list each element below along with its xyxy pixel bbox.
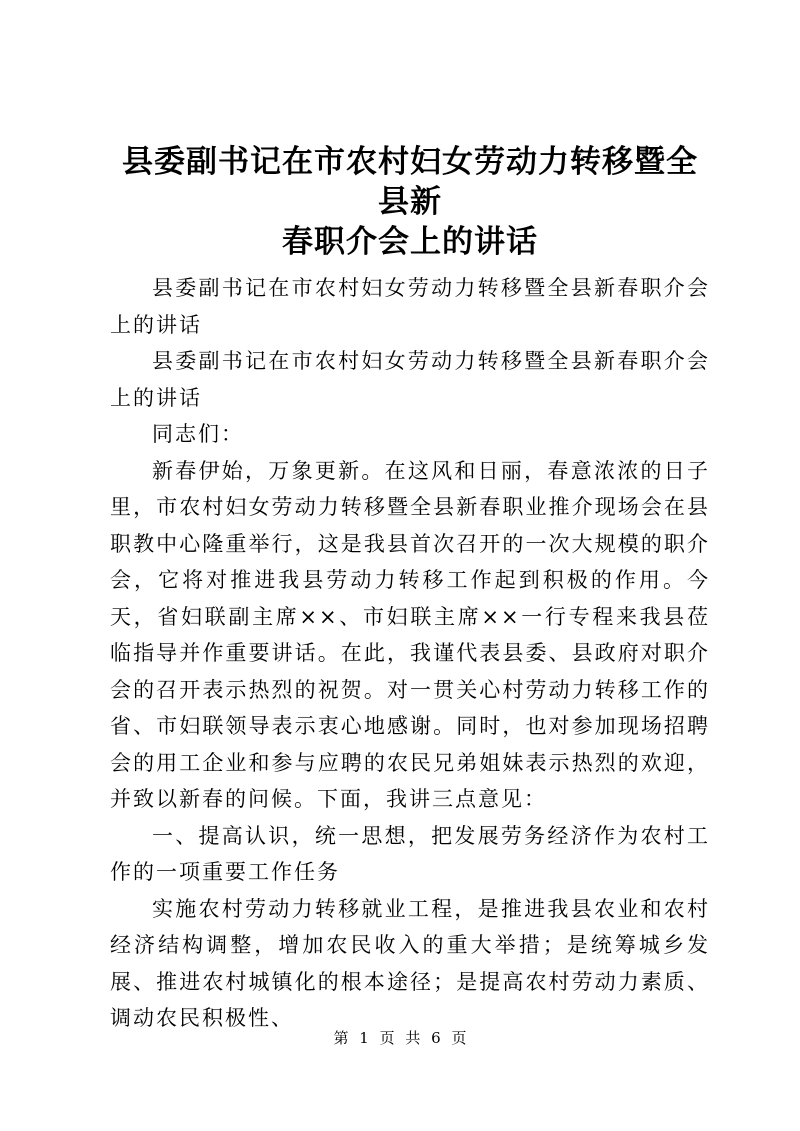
document-title	[110, 142, 710, 262]
page-footer: 第 1 页 共 6 页	[333, 1029, 467, 1047]
body-paragraph: 实施农村劳动力转移就业工程，是推进我县农业和农村经济结构调整，增加农民收入的重大举措；是统筹城乡发展、推进农村城镇化的根本途径；是提高农村劳动力素质、调动农民积极性、	[110, 896, 710, 1030]
body-paragraph: 县委副书记在市农村妇女劳动力转移暨全县新春职介会上的讲话	[110, 349, 710, 410]
body-paragraph: 县委副书记在市农村妇女劳动力转移暨全县新春职介会上的讲话	[110, 276, 710, 337]
section-heading: 一、提高认识，统一思想，把发展劳务经济作为农村工作的一项重要工作任务	[110, 823, 710, 884]
title-line-2: 春职介会上的讲话	[282, 224, 538, 260]
title-line-1: 县委副书记在市农村妇女劳动力转移暨全县新	[122, 144, 698, 220]
body-paragraph: 新春伊始，万象更新。在这风和日丽，春意浓浓的日子里，市农村妇女劳动力转移暨全县新春职业推介现场会在县职教中心隆重举行，这是我县首次召开的一次大规模的职介会，它将对推进我县劳动力转移工作起到积极的作用。今天，省妇联副主席××、市妇联主席××一行专程来我县莅临指导并作重要讲话。在此，我谨代表县委、县政府对职介会的召开表示热烈的祝贺。对一贯关心村劳动力转移工作的省、市妇联领导表示衷心地感谢。同时，也对参加现场招聘会的用工企业和参与应聘的农民兄弟姐妹表示热烈的欢迎，并致以新春的问候。下面，我讲三点意见：	[110, 458, 710, 811]
document-body	[110, 270, 710, 1037]
body-paragraph: 同志们：	[152, 422, 244, 446]
